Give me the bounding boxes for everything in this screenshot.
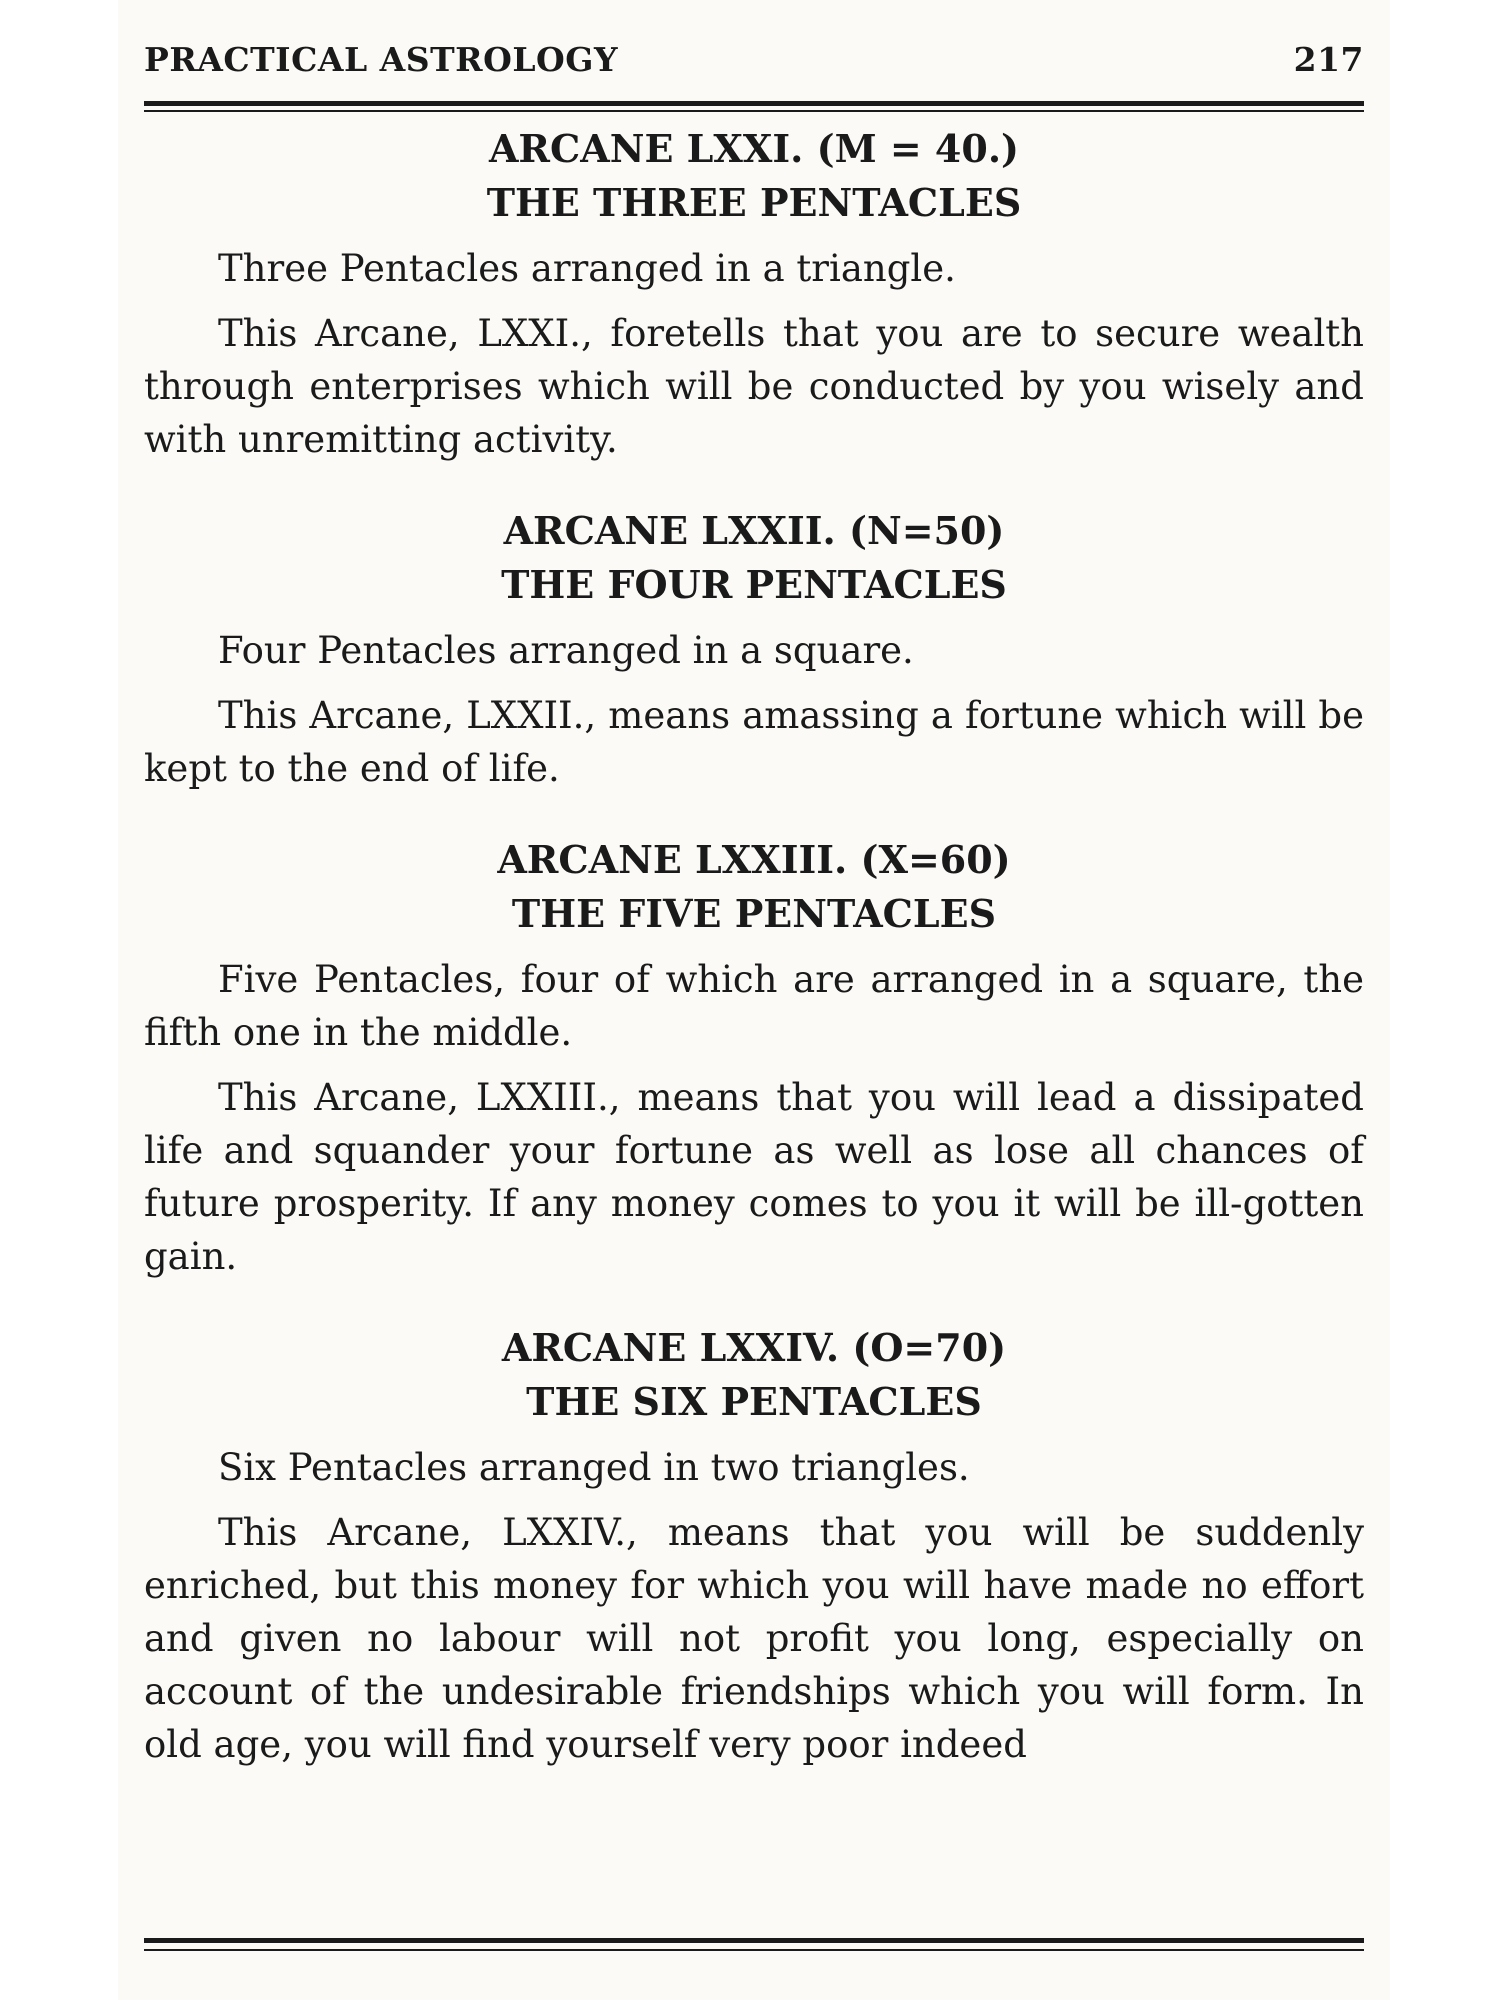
section-subheading: THE FOUR PENTACLES	[501, 562, 1007, 607]
section-heading-block	[144, 1321, 1364, 1429]
section-subheading: THE FIVE PENTACLES	[511, 891, 997, 936]
section-heading: ARCANE LXXI. (M = 40.)	[488, 126, 1020, 171]
section-heading-block	[144, 833, 1364, 941]
running-header	[144, 40, 1364, 86]
card-meaning: This Arcane, LXXIII., means that you will lead a dissipated life and squander your fortune as well as lose all chances of future prosperity. If any money comes to you it will be ill-gotten gain.	[144, 1076, 1364, 1278]
book-page	[118, 0, 1390, 2000]
section-heading-block	[144, 504, 1364, 612]
arcane-section	[144, 122, 1364, 466]
section-heading: ARCANE LXXII. (N=50)	[503, 508, 1005, 553]
header-rule-thin	[144, 110, 1364, 112]
card-description: Four Pentacles arranged in a square.	[218, 629, 914, 672]
arcane-section	[144, 1321, 1364, 1771]
footer-rule-thin	[144, 1949, 1364, 1951]
card-meaning: This Arcane, LXXI., foretells that you are to secure wealth through enterprises which will be conducted by you wisely and with unremitting activity.	[144, 312, 1364, 461]
section-heading: ARCANE LXXIII. (X=60)	[497, 837, 1011, 882]
header-rule-thick	[144, 101, 1364, 106]
section-subheading: THE SIX PENTACLES	[526, 1379, 982, 1424]
card-meaning: This Arcane, LXXIV., means that you will be suddenly enriched, but this money for which you will have made no effort and given no labour will not profit you long, especially on account of the undesirable friendships which you will form. In old age, you will find yourself very poor indeed	[144, 1511, 1364, 1766]
section-subheading: THE THREE PENTACLES	[486, 180, 1022, 225]
arcane-section	[144, 833, 1364, 1283]
card-description: Five Pentacles, four of which are arranged in a square, the fifth one in the middle.	[144, 958, 1364, 1054]
running-title: PRACTICAL ASTROLOGY	[144, 40, 619, 79]
section-heading: ARCANE LXXIV. (O=70)	[501, 1325, 1007, 1370]
section-heading-block	[144, 122, 1364, 230]
page-number: 217	[1293, 40, 1364, 79]
card-description: Six Pentacles arranged in two triangles.	[218, 1446, 970, 1489]
arcane-section	[144, 504, 1364, 795]
card-meaning: This Arcane, LXXII., means amassing a fortune which will be kept to the end of life.	[144, 694, 1364, 790]
card-description: Three Pentacles arranged in a triangle.	[218, 247, 956, 290]
footer-rule-thick	[144, 1938, 1364, 1943]
page-body	[144, 122, 1364, 1771]
